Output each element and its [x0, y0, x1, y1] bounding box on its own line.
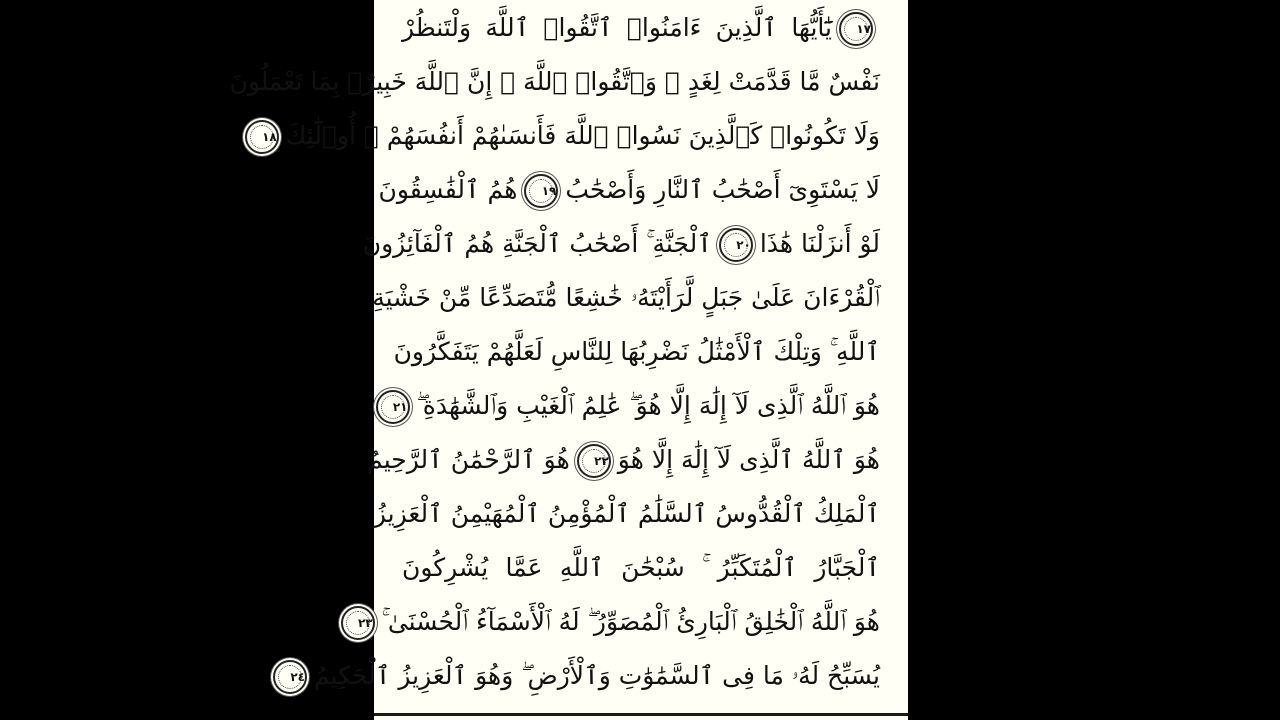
- verse-text: هُوَ ٱللَّهُ ٱلَّذِى لَآ إِلَٰهَ إِلَّا هُوَ ۖ عَٰلِمُ ٱلْغَيْبِ وَٱلشَّهَٰدَةِ ۖ: [416, 391, 880, 420]
- ayah-number-24: ٢٤: [290, 670, 305, 684]
- text-line-3: [262, 108, 880, 164]
- ayah-number-18: ١٨: [262, 130, 277, 144]
- verse-text: وَلَا تَكُونُوا۟ كَٱلَّذِينَ نَسُوا۟ ٱللَّهَ فَأَنسَىٰهُمْ أَنفُسَهُمْ ۚ أُو۟لَٰٓئِكَ: [285, 121, 880, 150]
- text-line-7: [393, 324, 880, 380]
- ayah-number-22: ٢٢: [594, 454, 609, 468]
- verse-text: ٱللَّهِ ۚ وَتِلْكَ ٱلْأَمْثَٰلُ نَضْرِبُهَا لِلنَّاسِ لَعَلَّهُمْ يَتَفَكَّرُونَ: [393, 337, 880, 366]
- verse-text: يُسَبِّحُ لَهُۥ مَا فِى ٱلسَّمَٰوَٰتِ وَٱلْأَرْضِ ۖ وَهُوَ ٱلْعَزِيزُ ٱلْحَكِيمُ: [313, 661, 880, 690]
- text-line-8: [392, 378, 880, 434]
- text-line-10: [373, 486, 880, 542]
- verse-text: هُوَ ٱللَّهُ ٱلْخَٰلِقُ ٱلْبَارِئُ ٱلْمُصَوِّرُ ۖ لَهُ ٱلْأَسْمَآءُ ٱلْحُسْنَىٰ ۚ: [381, 607, 880, 636]
- text-line-5: [362, 216, 880, 272]
- text-line-13: [290, 648, 880, 704]
- verse-text: ٱلْجَبَّارُ ٱلْمُتَكَبِّرُ ۚ سُبْحَٰنَ ٱللَّهِ عَمَّا يُشْرِكُونَ: [402, 553, 880, 582]
- text-line-2: [229, 54, 880, 110]
- verse-text: لَوْ أَنزَلْنَا هَٰذَا: [759, 229, 880, 258]
- ayah-number-19: ١٩: [541, 184, 557, 198]
- text-line-1: [402, 0, 880, 56]
- text-line-11: [402, 540, 880, 596]
- ayah-marker-20: [719, 228, 753, 262]
- ayah-marker-21: [376, 390, 410, 424]
- ayah-marker-19: [524, 174, 558, 208]
- page-bottom-rule: [374, 713, 908, 716]
- verse-text: ٱلْمَلِكُ ٱلْقُدُّوسُ ٱلسَّلَٰمُ ٱلْمُؤْمِنُ ٱلْمُهَيْمِنُ ٱلْعَزِيزُ: [373, 499, 880, 528]
- ayah-marker-22: [577, 444, 611, 478]
- quran-page: [229, 0, 908, 720]
- text-line-4: [378, 162, 880, 218]
- ayah-number-21: ٢١: [392, 400, 408, 414]
- ayah-number-17: ١٧: [856, 22, 871, 36]
- ayah-number-20: ٢٠: [736, 238, 751, 252]
- text-line-9: [367, 432, 880, 488]
- text-line-6: [372, 270, 880, 326]
- verse-text: هُوَ ٱلرَّحْمَٰنُ ٱلرَّحِيمُ: [367, 445, 570, 474]
- ayah-number-23: ٢٣: [357, 616, 373, 630]
- ayah-marker-18: [245, 120, 279, 154]
- verse-text: ٱلْجَنَّةِ ۚ أَصْحَٰبُ ٱلْجَنَّةِ هُمُ ٱلْفَآئِزُونَ: [362, 229, 712, 258]
- verse-text: لَا يَسْتَوِىٓ أَصْحَٰبُ ٱلنَّارِ وَأَصْحَٰبُ: [565, 175, 880, 204]
- verse-text: هُمُ ٱلْفَٰسِقُونَ: [378, 175, 518, 204]
- ayah-marker-17: [839, 12, 873, 46]
- verse-text: يَٰٓأَيُّهَا ٱلَّذِينَ ءَامَنُوا۟ ٱتَّقُوا۟ ٱللَّهَ وَلْتَنظُرْ: [402, 13, 832, 42]
- verse-lines: [229, 0, 880, 710]
- text-line-12: [357, 594, 880, 650]
- verse-text: هُوَ ٱللَّهُ ٱلَّذِى لَآ إِلَٰهَ إِلَّا هُوَ: [617, 445, 880, 474]
- verse-text: ٱلْقُرْءَانَ عَلَىٰ جَبَلٍ لَّرَأَيْتَهُۥ خَٰشِعًا مُّتَصَدِّعًا مِّنْ خَشْيَةِ: [372, 283, 880, 312]
- verse-text: نَفْسٌ مَّا قَدَّمَتْ لِغَدٍ ۖ وَٱتَّقُوا۟ ٱللَّهَ ۚ إِنَّ ٱللَّهَ خَبِيرٌۢ بِمَا تَعْمَلُونَ: [229, 67, 880, 96]
- ayah-marker-24: [273, 660, 307, 694]
- ayah-marker-23: [341, 606, 375, 640]
